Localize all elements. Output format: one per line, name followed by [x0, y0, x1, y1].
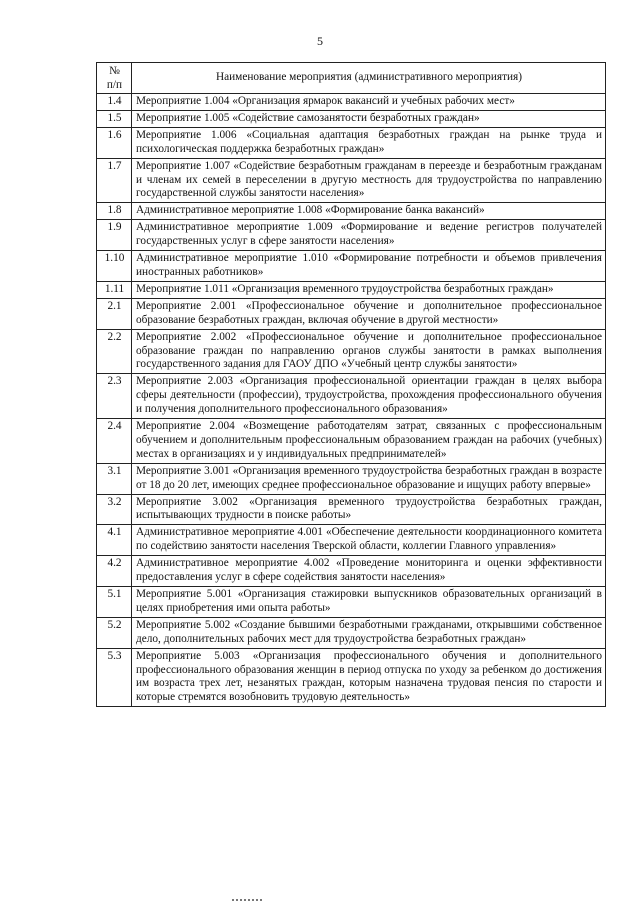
row-number: 3.1 — [97, 463, 132, 494]
row-number: 1.5 — [97, 110, 132, 127]
measure-name: Мероприятие 1.005 «Содействие самозанятости безработных граждан» — [132, 110, 606, 127]
row-number: 2.1 — [97, 298, 132, 329]
measures-table — [96, 62, 606, 707]
page-number: 5 — [317, 34, 323, 48]
table-row — [97, 110, 606, 127]
table-row — [97, 203, 606, 220]
row-number: 4.1 — [97, 525, 132, 556]
row-number: 5.2 — [97, 617, 132, 648]
bottom-scan-mark — [232, 899, 262, 904]
table-row — [97, 648, 606, 707]
row-number: 1.4 — [97, 94, 132, 111]
row-number: 3.2 — [97, 494, 132, 525]
row-number: 1.6 — [97, 127, 132, 158]
measure-name: Мероприятие 2.001 «Профессиональное обучение и дополнительное профессиональное образование безработных граждан, включая обучение в другой местности» — [132, 298, 606, 329]
row-number: 5.1 — [97, 587, 132, 618]
table-row — [97, 463, 606, 494]
measure-name: Мероприятие 2.002 «Профессиональное обучение и дополнительное профессиональное образование граждан по направлению органов службы занятости в рамках выполнения государственного задания для ГАОУ ДПО «Учебный центр службы занятости» — [132, 329, 606, 374]
measure-name: Мероприятие 5.002 «Создание бывшими безработными гражданами, открывшими собственное дело, дополнительных рабочих мест для трудоустройства безработных граждан» — [132, 617, 606, 648]
measure-name: Административное мероприятие 1.009 «Формирование и ведение регистров получателей государственных услуг в сфере занятости населения» — [132, 220, 606, 251]
row-number: 1.7 — [97, 158, 132, 203]
measure-name: Мероприятие 5.003 «Организация профессионального обучения и дополнительного профессионального образования женщин в период отпуска по уходу за ребенком до достижения им возраста трех лет, незанятых граждан, которым назначена трудовая пенсия по старости и которые стремятся возобновить трудовую деятельность» — [132, 648, 606, 707]
header-number-label: № п/п — [106, 65, 123, 91]
row-number: 1.9 — [97, 220, 132, 251]
measure-name: Мероприятие 2.003 «Организация профессиональной ориентации граждан в целях выбора сферы деятельности (профессии), трудоустройства, прохождения профессионального обучения и получения дополнительного профессионального образования» — [132, 374, 606, 419]
row-number: 5.3 — [97, 648, 132, 707]
measure-name: Административное мероприятие 4.002 «Проведение мониторинга и оценки эффективности предоставления услуг в сфере содействия занятости населения» — [132, 556, 606, 587]
table-row — [97, 494, 606, 525]
row-number: 2.3 — [97, 374, 132, 419]
table-row — [97, 556, 606, 587]
table-row — [97, 525, 606, 556]
measure-name: Мероприятие 3.002 «Организация временного трудоустройства безработных граждан, испытывающих трудности в поиске работы» — [132, 494, 606, 525]
measure-name: Мероприятие 1.007 «Содействие безработным гражданам в переезде и безработным гражданам и членам их семей в переселении в другую местность для трудоустройства по направлению государственной службы занятости населения» — [132, 158, 606, 203]
table-row — [97, 374, 606, 419]
measure-name: Мероприятие 2.004 «Возмещение работодателям затрат, связанных с профессиональным обучением и дополнительным профессиональным образованием граждан на рабочих (учебных) местах в организациях и у индивидуальных предпринимателей» — [132, 419, 606, 464]
table-header-row — [97, 63, 606, 94]
table-row — [97, 251, 606, 282]
table-row — [97, 587, 606, 618]
measure-name: Административное мероприятие 4.001 «Обеспечение деятельности координационного комитета по содействию занятости населения Тверской области, коллегии Главного управления» — [132, 525, 606, 556]
measure-name: Мероприятие 3.001 «Организация временного трудоустройства безработных граждан в возрасте от 18 до 20 лет, имеющих среднее профессиональное образование и ищущих работу впервые» — [132, 463, 606, 494]
table-row — [97, 329, 606, 374]
measure-name: Мероприятие 1.011 «Организация временного трудоустройства безработных граждан» — [132, 281, 606, 298]
row-number: 4.2 — [97, 556, 132, 587]
measure-name: Мероприятие 5.001 «Организация стажировки выпускников образовательных организаций в целях приобретения ими опыта работы» — [132, 587, 606, 618]
table-row — [97, 617, 606, 648]
table-row — [97, 298, 606, 329]
measure-name: Административное мероприятие 1.008 «Формирование банка вакансий» — [132, 203, 606, 220]
measure-name: Административное мероприятие 1.010 «Формирование потребности и объемов привлечения иностранных работников» — [132, 251, 606, 282]
row-number: 2.4 — [97, 419, 132, 464]
table-row — [97, 127, 606, 158]
row-number: 2.2 — [97, 329, 132, 374]
header-name-label: Наименование мероприятия (административного мероприятия) — [215, 71, 523, 84]
row-number: 1.8 — [97, 203, 132, 220]
table-row — [97, 94, 606, 111]
table-row — [97, 419, 606, 464]
table-row — [97, 158, 606, 203]
measure-name: Мероприятие 1.006 «Социальная адаптация безработных граждан на рынке труда и психологическая поддержка безработных граждан» — [132, 127, 606, 158]
measure-name: Мероприятие 1.004 «Организация ярмарок вакансий и учебных рабочих мест» — [132, 94, 606, 111]
table-row — [97, 281, 606, 298]
row-number: 1.11 — [97, 281, 132, 298]
table-body — [97, 94, 606, 707]
table-row — [97, 220, 606, 251]
column-header-number — [97, 63, 132, 94]
column-header-name — [132, 63, 606, 94]
row-number: 1.10 — [97, 251, 132, 282]
